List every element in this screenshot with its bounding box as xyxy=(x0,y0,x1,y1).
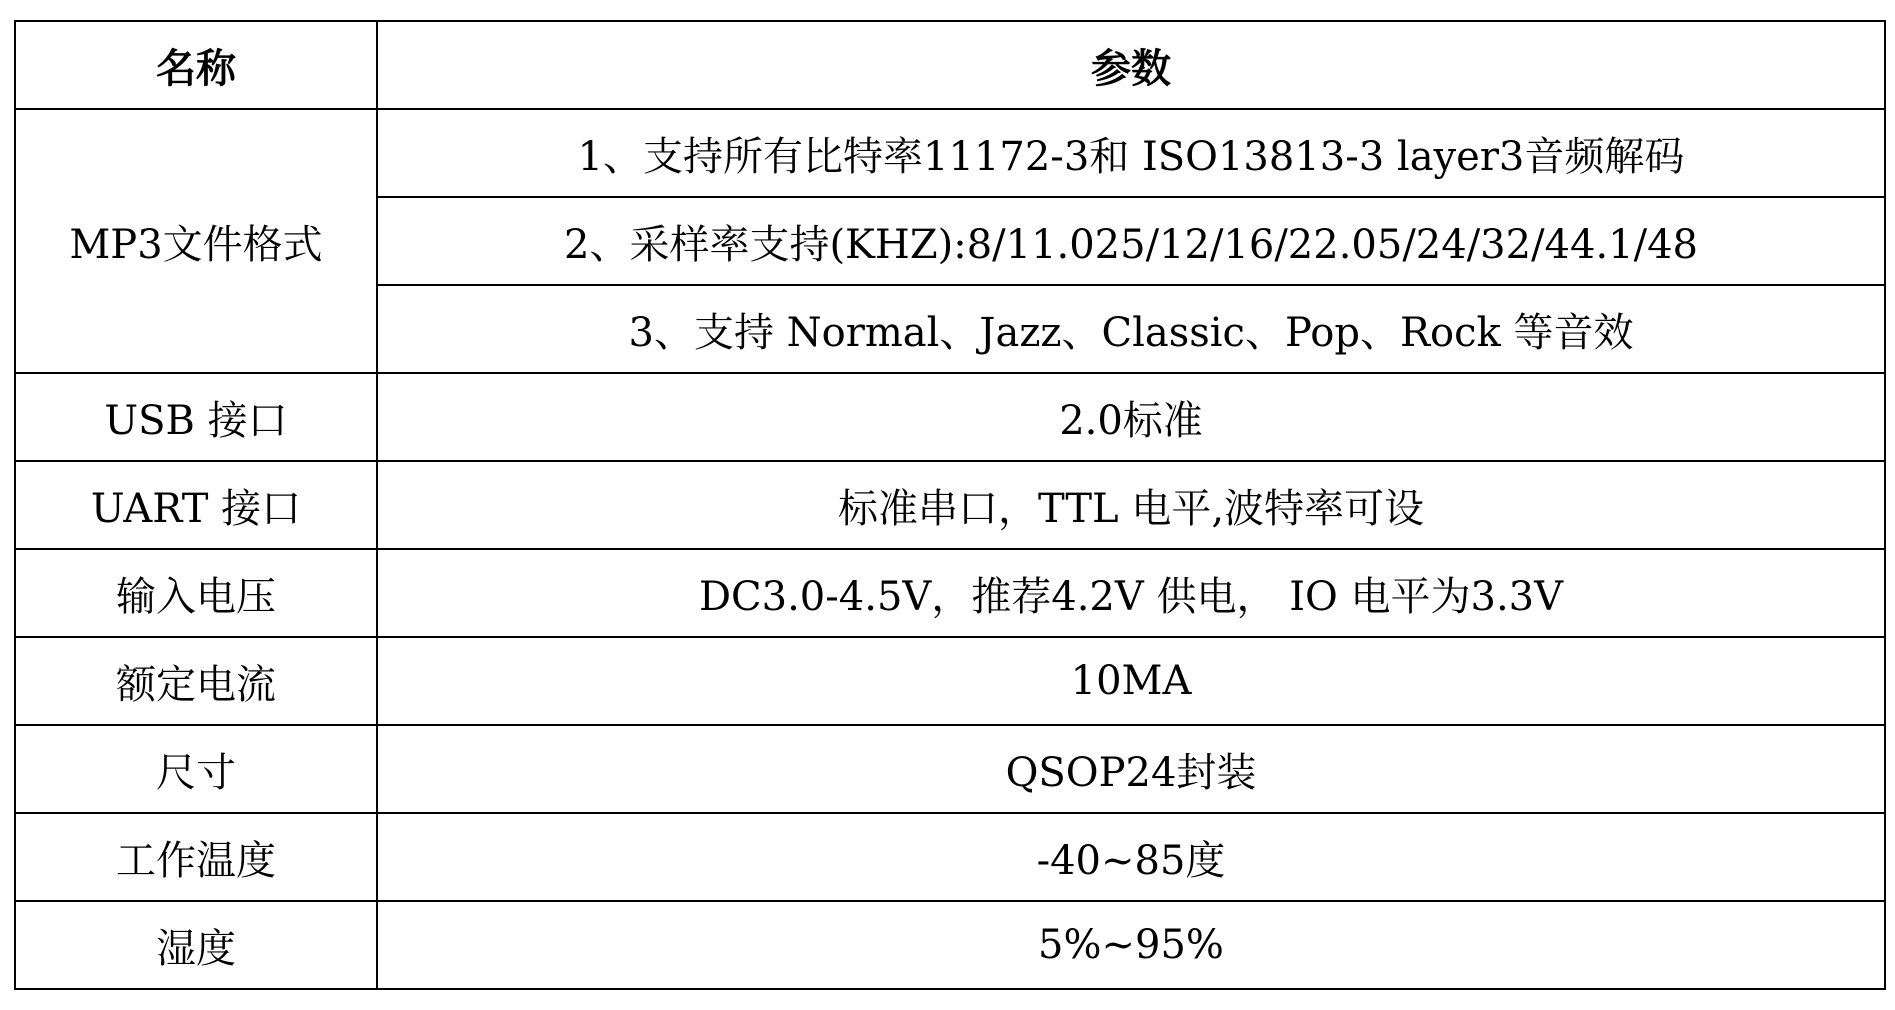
row-param-cell: 10MA xyxy=(377,637,1885,725)
row-name-cell: 尺寸 xyxy=(15,725,377,813)
mp3-param-cell: 2、采样率支持(KHZ):8/11.025/12/16/22.05/24/32/44.1/48 xyxy=(377,197,1885,285)
table-row xyxy=(15,637,1885,725)
row-name-cell: 湿度 xyxy=(15,901,377,989)
row-name-cell: UART 接口 xyxy=(15,461,377,549)
row-param-cell: QSOP24封装 xyxy=(377,725,1885,813)
row-name-cell: 工作温度 xyxy=(15,813,377,901)
table-row xyxy=(15,725,1885,813)
row-param-cell: 标准串口，TTL 电平,波特率可设 xyxy=(377,461,1885,549)
mp3-param-cell: 3、支持 Normal、Jazz、Classic、Pop、Rock 等音效 xyxy=(377,285,1885,373)
row-name-cell: 输入电压 xyxy=(15,549,377,637)
table-row xyxy=(15,109,1885,197)
mp3-param-cell: 1、支持所有比特率11172-3和 ISO13813-3 layer3音频解码 xyxy=(377,109,1885,197)
header-name-cell: 名称 xyxy=(15,21,377,109)
mp3-name-cell: MP3文件格式 xyxy=(15,109,377,373)
row-param-cell: 5%~95% xyxy=(377,901,1885,989)
row-name-cell: 额定电流 xyxy=(15,637,377,725)
spec-table xyxy=(14,20,1886,990)
table-row xyxy=(15,373,1885,461)
table-row xyxy=(15,549,1885,637)
header-row xyxy=(15,21,1885,109)
table-row xyxy=(15,813,1885,901)
header-param-cell: 参数 xyxy=(377,21,1885,109)
table-row xyxy=(15,461,1885,549)
row-param-cell: -40~85度 xyxy=(377,813,1885,901)
row-param-cell: 2.0标准 xyxy=(377,373,1885,461)
row-param-cell: DC3.0-4.5V，推荐4.2V 供电， IO 电平为3.3V xyxy=(377,549,1885,637)
table-row xyxy=(15,901,1885,989)
row-name-cell: USB 接口 xyxy=(15,373,377,461)
